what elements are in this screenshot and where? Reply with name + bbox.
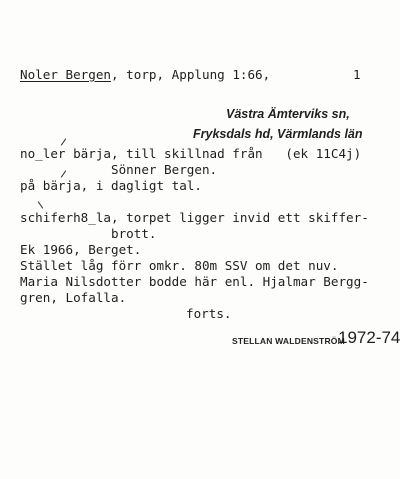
parish-stamp-line2: Fryksdals hd, Värmlands län (193, 127, 363, 141)
card-number: 1 (353, 67, 361, 82)
stress-mark (61, 138, 66, 145)
text-line-6: Ek 1966, Berget. (20, 242, 142, 257)
card-heading (20, 67, 270, 83)
forts-label: forts. (186, 306, 232, 321)
text-line-5: brott. (20, 226, 157, 241)
parish-stamp-line1: Västra Ämterviks sn, (226, 107, 350, 121)
text-line-1: no̲ler bärja, till skillnad från (ek 11C4j) (20, 146, 362, 161)
text-line-9: gren, Lofalla. (20, 290, 127, 305)
text-line-8: Maria Nilsdotter bodde här enl. Hjalmar Bergg- (20, 274, 369, 289)
text-line-4: schiferh8̲la, torpet ligger invid ett skiffer- (20, 210, 369, 225)
text-line-3: på bärja, i dagligt tal. (20, 178, 202, 193)
author-name: STELLAN WALDENSTRÖM (232, 336, 345, 346)
place-name: Noler Bergen (20, 67, 111, 82)
year-range: 1972-74 (338, 328, 400, 347)
stress-mark (38, 201, 43, 208)
heading-rest: , torp, Applung 1:66, (111, 67, 271, 82)
text-line-2: Sönner Bergen. (20, 162, 218, 177)
text-line-7: Stället låg förr omkr. 80m SSV om det nuv. (20, 258, 339, 273)
